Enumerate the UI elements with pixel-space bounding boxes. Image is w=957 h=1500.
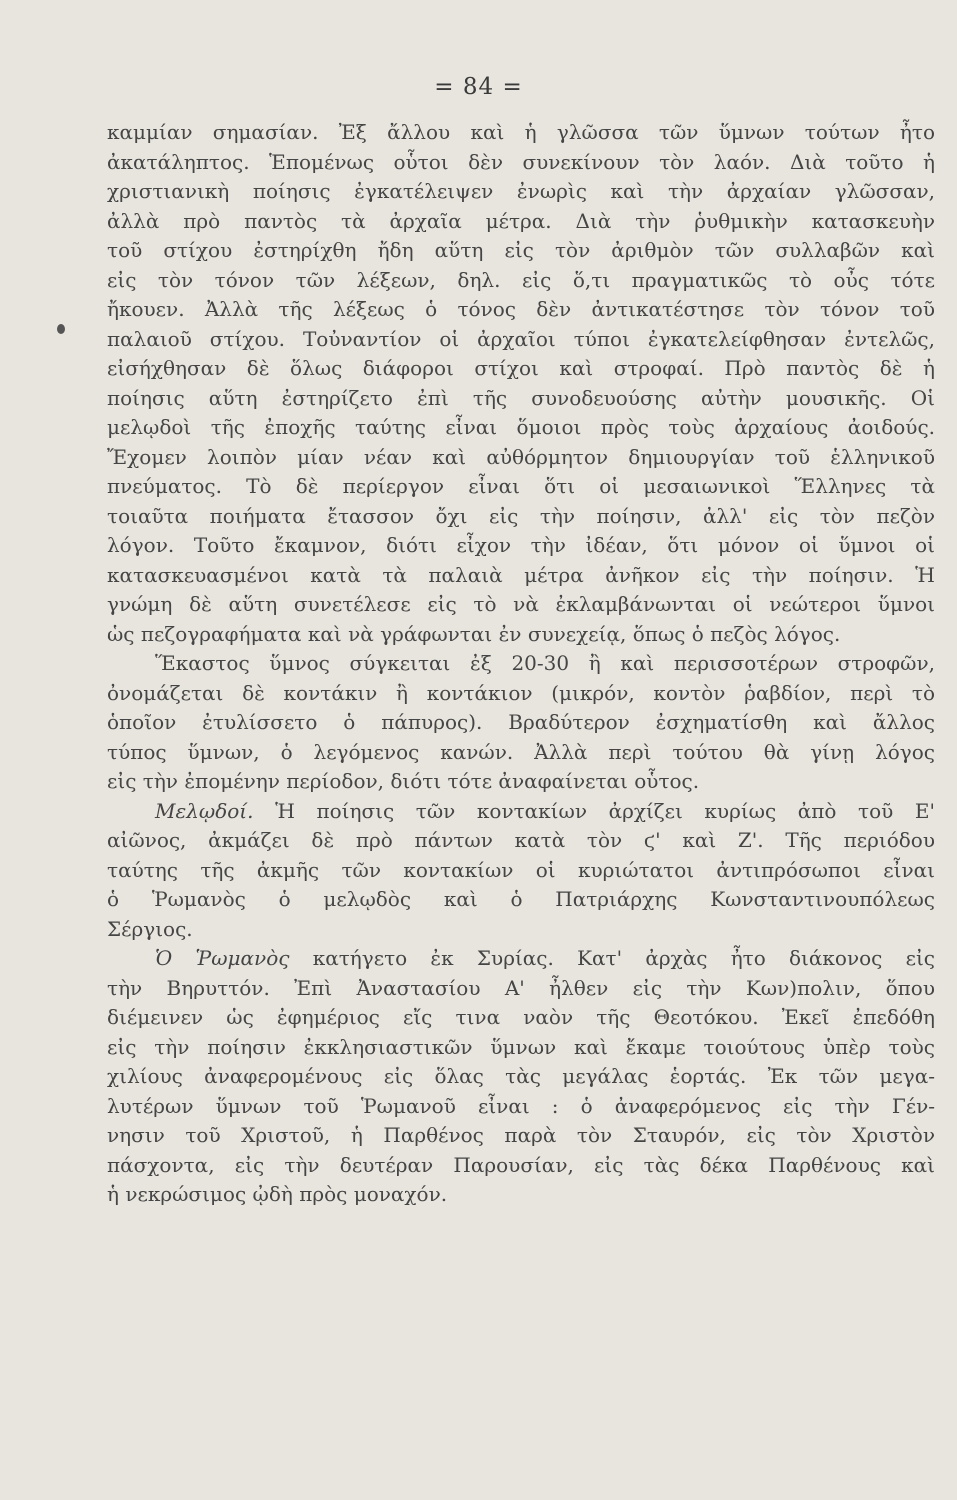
text-line: κατασκευασμένοι κατὰ τὰ παλαιὰ μέτρα ἀνῆκον εἰς τὴν ποίησιν. Ἡ [107,562,935,587]
text-line: Ἔχομεν λοιπὸν μίαν νέαν καὶ αὐθόρμητον δημιουργίαν τοῦ ἑλληνικοῦ [107,444,935,469]
page-number: = 84 = [434,74,523,100]
text-line: Ἕκαστος ὕμνος σύγκειται ἐξ 20-30 ἢ καὶ περισσοτέρων στροφῶν, [155,651,935,675]
text-line: ἤκουεν. Ἀλλὰ τῆς λέξεως ὁ τόνος δὲν ἀντικατέστησε τὸν τόνον τοῦ [107,297,935,321]
text-line: ταύτης τῆς ἀκμῆς τῶν κοντακίων οἱ κυριώτατοι ἀντιπρόσωποι εἶναι [107,857,935,882]
text-line: ὁποῖον ἐτυλίσσετο ὁ πάπυρος). Βραδύτερον ἐσχηματίσθη καὶ ἄλλος [107,710,935,734]
text-line: χριστιανικὴ ποίησις ἐγκατέλειψεν ἐνωρὶς καὶ τὴν ἀρχαίαν γλῶσσαν, [107,179,935,203]
italic-heading: Μελῳδοί. [155,798,254,823]
text-line: εἰς τὴν ἐπομένην περίοδον, διότι τότε ἀναφαίνεται οὗτος. [107,769,700,793]
body-text [107,118,935,1210]
text-line: καμμίαν σημασίαν. Ἐξ ἄλλου καὶ ἡ γλῶσσα τῶν ὕμνων τούτων ἦτο [107,120,935,144]
italic-heading: Ὁ Ῥωμανὸς [155,946,290,970]
text-line: ἀκατάληπτος. Ἑπομένως οὗτοι δὲν συνεκίνουν τὸν λαόν. Διὰ τοῦτο ἡ [107,149,935,174]
text-line: ὡς πεζογραφήματα καὶ νὰ γράφωνται ἐν συνεχείᾳ, ὅπως ὁ πεζὸς λόγος. [107,621,841,646]
text-line: ποίησις αὕτη ἐστηρίζετο ἐπὶ τῆς συνοδευούσης αὐτὴν μουσικῆς. Οἱ [107,385,935,410]
text-line: Σέργιος. [107,916,193,941]
text-line: ὁ Ῥωμανὸς ὁ μελῳδὸς καὶ ὁ Πατριάρχης Κωνσταντινουπόλεως [107,887,935,911]
ink-speck [57,324,65,334]
text-line: ὀνομάζεται δὲ κοντάκιν ἢ κοντάκιον (μικρόν, κοντὸν ῥαβδίον, περὶ τὸ [107,680,935,705]
text-line: παλαιοῦ στίχου. Τοὐναντίον οἱ ἀρχαῖοι τύποι ἐγκατελείφθησαν ἐντελῶς, [107,326,935,351]
text-line: γνώμη δὲ αὕτη συνετέλεσε εἰς τὸ νὰ ἐκλαμβάνωνται οἱ νεώτεροι ὕμνοι [107,592,935,616]
text-line: μελῳδοὶ τῆς ἐποχῆς ταύτης εἶναι ὅμοιοι πρὸς τοὺς ἀρχαίους ἀοιδούς. [107,415,935,439]
text-line: εἰς τὸν τόνον τῶν λέξεων, δηλ. εἰς ὅ,τι πραγματικῶς τὸ οὖς τότε [107,267,935,292]
line-text: Ἡ ποίησις τῶν κοντακίων ἀρχίζει κυρίως ἀπὸ τοῦ Ε' [253,798,935,823]
text-line: ἀλλὰ πρὸ παντὸς τὰ ἀρχαῖα μέτρα. Διὰ τὴν ῥυθμικὴν κατασκευὴν [107,208,935,233]
text-line: διέμεινεν ὡς ἐφημέριος εἴς τινα ναὸν τῆς Θεοτόκου. Ἐκεῖ ἐπεδόθη [107,1005,935,1029]
text-line: χιλίους ἀναφερομένους εἰς ὅλας τὰς μεγάλας ἑορτάς. Ἐκ τῶν μεγα- [107,1064,935,1088]
text-line: τοῦ στίχου ἐστηρίχθη ἤδη αὕτη εἰς τὸν ἀριθμὸν τῶν συλλαβῶν καὶ [107,238,935,262]
line-text: κατήγετο ἐκ Συρίας. Κατ' ἀρχὰς ἦτο διάκονος εἰς [289,946,935,970]
text-line: πάσχοντα, εἰς τὴν δευτέραν Παρουσίαν, εἰς τὰς δέκα Παρθένους καὶ [107,1152,935,1177]
text-line: λυτέρων ὕμνων τοῦ Ῥωμανοῦ εἶναι : ὁ ἀναφερόμενος εἰς τὴν Γέν- [107,1093,935,1118]
text-line [107,797,935,827]
text-line [107,944,935,974]
text-line: ἡ νεκρώσιμος ᾠδὴ πρὸς μοναχόν. [107,1182,448,1206]
text-line: πνεύματος. Τὸ δὲ περίεργον εἶναι ὅτι οἱ μεσαιωνικοὶ Ἕλληνες τὰ [107,474,935,498]
text-line: τύπος ὕμνων, ὁ λεγόμενος κανών. Ἀλλὰ περὶ τούτου θὰ γίνῃ λόγος [107,739,935,764]
text-line: τὴν Βηρυττόν. Ἐπὶ Ἀναστασίου Α' ἦλθεν εἰς τὴν Κων)πολιν, ὅπου [107,975,935,1000]
text-line: εἰς τὴν ποίησιν ἐκκλησιαστικῶν ὕμνων καὶ ἔκαμε τοιούτους ὑπὲρ τοὺς [107,1034,935,1059]
text-line: νησιν τοῦ Χριστοῦ, ἡ Παρθένος παρὰ τὸν Σταυρόν, εἰς τὸν Χριστὸν [107,1123,935,1147]
text-line: τοιαῦτα ποιήματα ἔτασσον ὄχι εἰς τὴν ποίησιν, ἀλλ' εἰς τὸν πεζὸν [107,503,935,528]
text-line: αἰῶνος, ἀκμάζει δὲ πρὸ πάντων κατὰ τὸν ϛ' καὶ Ζ'. Τῆς περιόδου [107,828,935,852]
text-line: εἰσήχθησαν δὲ ὅλως διάφοροι στίχοι καὶ στροφαί. Πρὸ παντὸς δὲ ἡ [107,356,935,380]
text-line: λόγον. Τοῦτο ἔκαμνον, διότι εἶχον τὴν ἰδέαν, ὅτι μόνον οἱ ὕμνοι οἱ [107,533,935,557]
